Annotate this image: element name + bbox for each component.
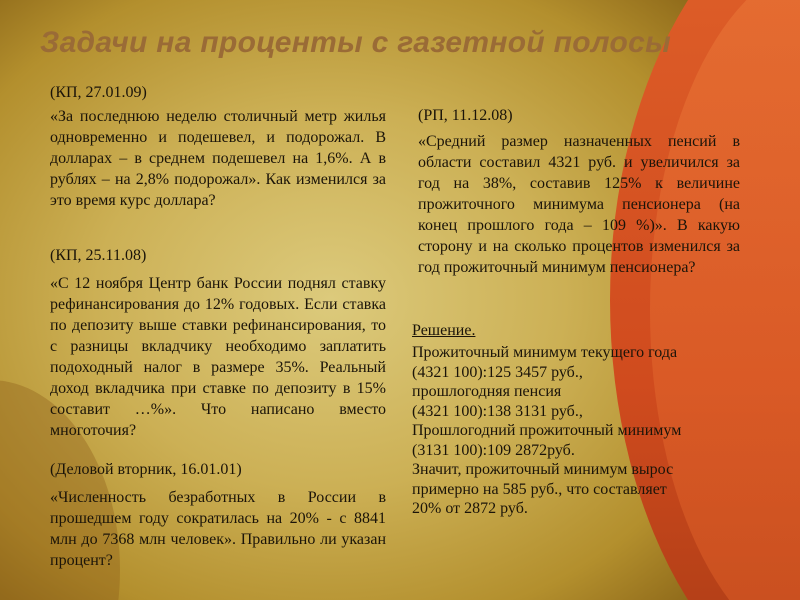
solution-line: Значит, прожиточный минимум вырос (412, 461, 674, 478)
solution-line: (3131 100):109 2872руб. (412, 441, 575, 459)
solution-line: (4321 100):138 3131 руб., (412, 402, 583, 420)
problem-4-source: (РП, 11.12.08) (418, 107, 513, 124)
solution-line: Прошлогодний прожиточный минимум (412, 422, 682, 439)
solution-title: Решение. (412, 322, 476, 339)
solution-line: прошлогодняя пенсия (412, 383, 562, 400)
solution-line: примерно на 585 руб., что составляет (412, 480, 667, 498)
problem-2-source: (КП, 25.11.08) (50, 247, 147, 264)
problem-2-text: «С 12 ноября Центр банк России поднял ставку рефинансирования до 12% годовых. Если ставка по депозиту выше ставки рефинансирования, то с разницы вкладчику необходимо заплатить подоходный налог в размере 35%. Реальный доход вкладчика при ставке по депозиту в 15% составит …%». Что написано вместо многоточия? (50, 275, 386, 439)
solution-line: Прожиточный минимум текущего года (412, 344, 678, 361)
problem-3-text: «Численность безработных в России в прошедшем году сократилась на 20% - с 8841 млн до 7368 млн человек». Правильно ли указан процент? (50, 489, 386, 569)
problem-1-text: «За последнюю неделю столичный метр жилья одновременно и подешевел, и подорожал. В долларах – в среднем подешевел на 1,6%. А в рублях – на 2,8% подорожал». Как изменился за это время курс доллара? (50, 108, 386, 209)
solution-line: (4321 100):125 3457 руб., (412, 363, 583, 381)
problem-3-source: (Деловой вторник, 16.01.01) (50, 461, 242, 478)
problem-1-source: (КП, 27.01.09) (50, 84, 147, 101)
solution-lines (412, 343, 742, 519)
problem-4-text: «Средний размер назначенных пенсий в области составил 4321 руб. и увеличился за год на 38%, составив 125% к величине прожиточного минимума пенсионера (на конец прошлого года – 109 %)». В какую сторону и на сколько процентов изменился за год прожиточный минимум пенсионера? (418, 133, 740, 276)
solution-line: 20% от 2872 руб. (412, 500, 528, 517)
slide-title: Задачи на проценты с газетной полосы (40, 26, 672, 59)
